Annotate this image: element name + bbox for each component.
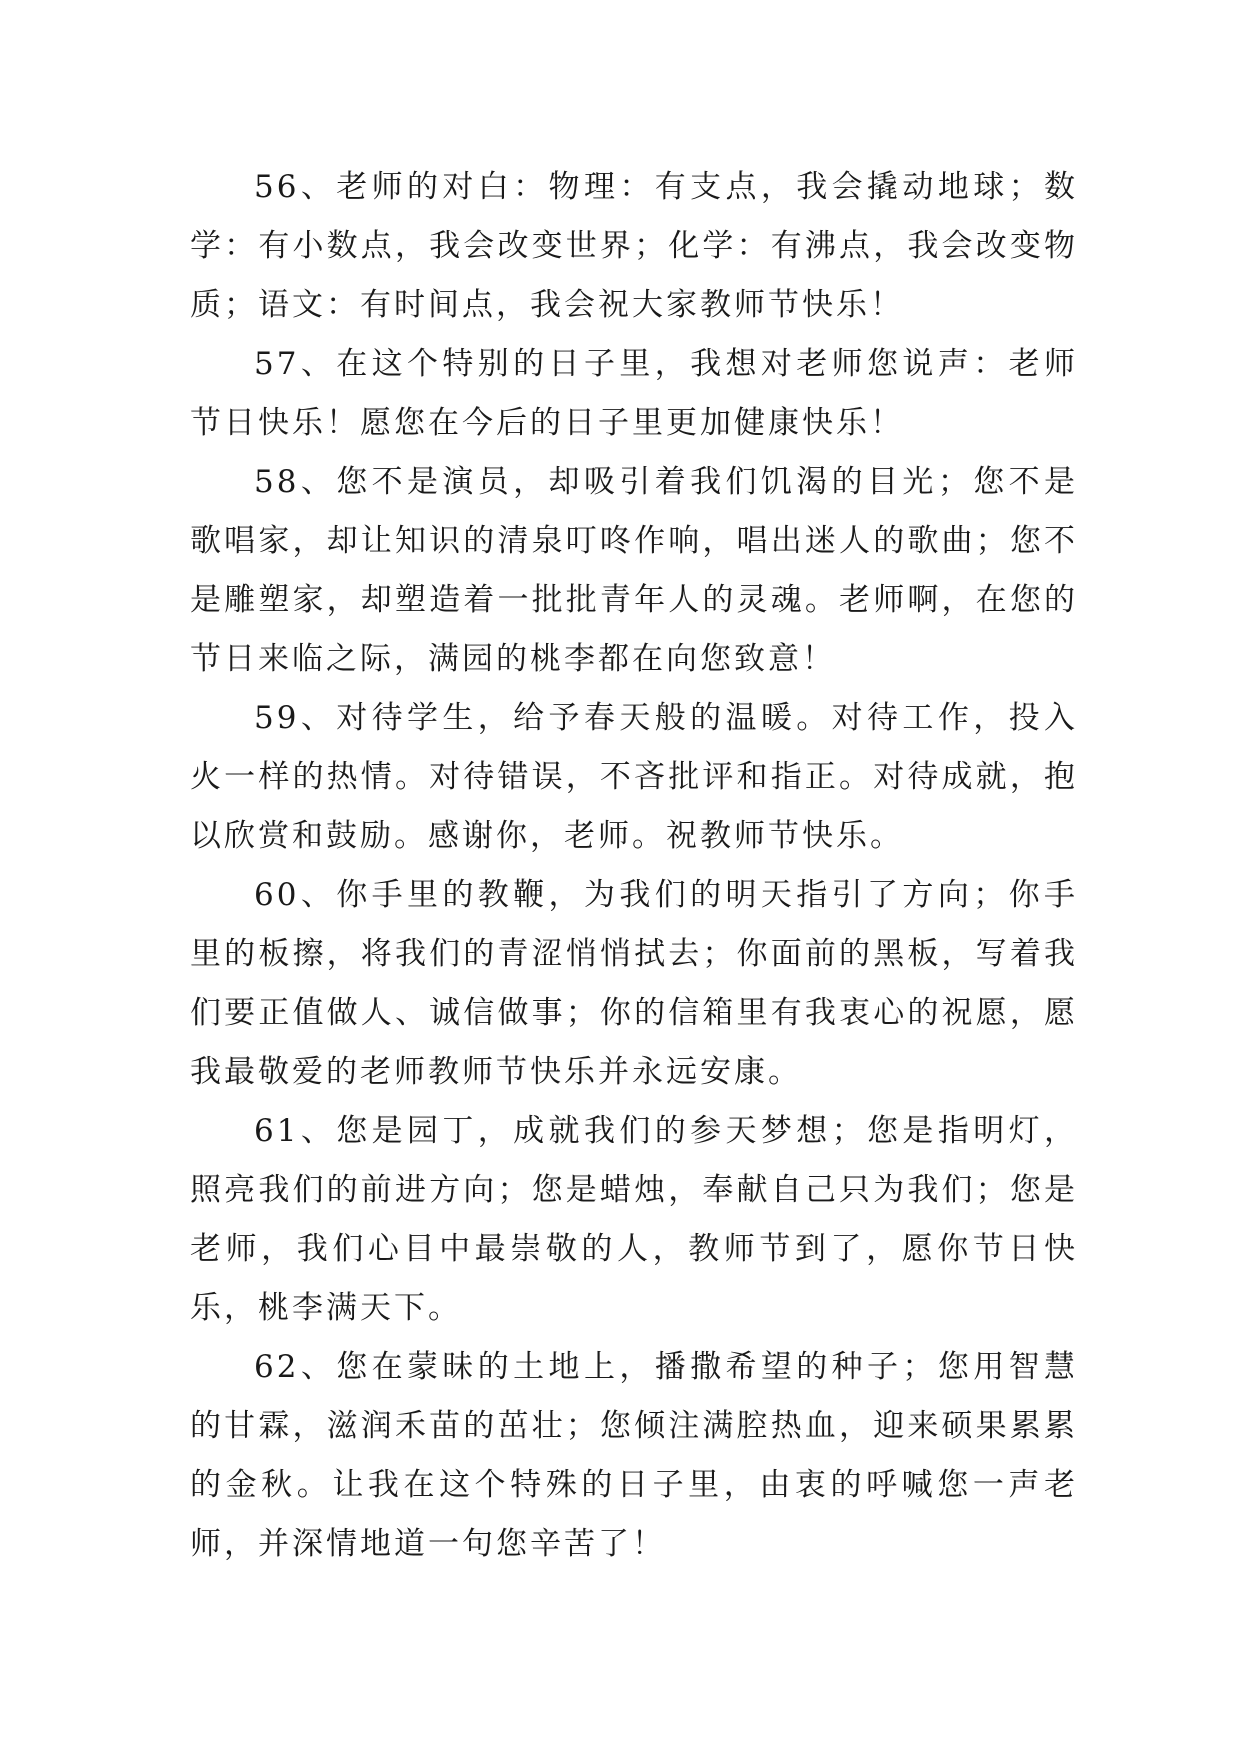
paragraph-61: 61、您是园丁，成就我们的参天梦想；您是指明灯，照亮我们的前进方向；您是蜡烛，奉献自己只为我们；您是老师，我们心目中最崇敬的人，教师节到了，愿你节日快乐，桃李满天下。	[190, 1113, 1078, 1326]
paragraph-58: 58、您不是演员，却吸引着我们饥渴的目光；您不是歌唱家，却让知识的清泉叮咚作响，唱出迷人的歌曲；您不是雕塑家，却塑造着一批批青年人的灵魂。老师啊，在您的节日来临之际，满园的桃李都在向您致意！	[190, 464, 1078, 677]
paragraph-56: 56、老师的对白：物理：有支点，我会撬动地球；数学：有小数点，我会改变世界；化学：有沸点，我会改变物质；语文：有时间点，我会祝大家教师节快乐！	[190, 169, 1078, 323]
document-body	[190, 158, 1078, 1574]
paragraph-62: 62、您在蒙昧的土地上，播撒希望的种子；您用智慧的甘霖，滋润禾苗的茁壮；您倾注满腔热血，迎来硕果累累的金秋。让我在这个特殊的日子里，由衷的呼喊您一声老师，并深情地道一句您辛苦了！	[190, 1349, 1078, 1562]
paragraph-60: 60、你手里的教鞭，为我们的明天指引了方向；你手里的板擦，将我们的青涩悄悄拭去；你面前的黑板，写着我们要正值做人、诚信做事；你的信箱里有我衷心的祝愿，愿我最敬爱的老师教师节快乐并永远安康。	[190, 877, 1078, 1090]
paragraph-57: 57、在这个特别的日子里，我想对老师您说声：老师节日快乐！愿您在今后的日子里更加健康快乐！	[190, 346, 1078, 441]
paragraph-59: 59、对待学生，给予春天般的温暖。对待工作，投入火一样的热情。对待错误，不吝批评和指正。对待成就，抱以欣赏和鼓励。感谢你，老师。祝教师节快乐。	[190, 700, 1078, 854]
